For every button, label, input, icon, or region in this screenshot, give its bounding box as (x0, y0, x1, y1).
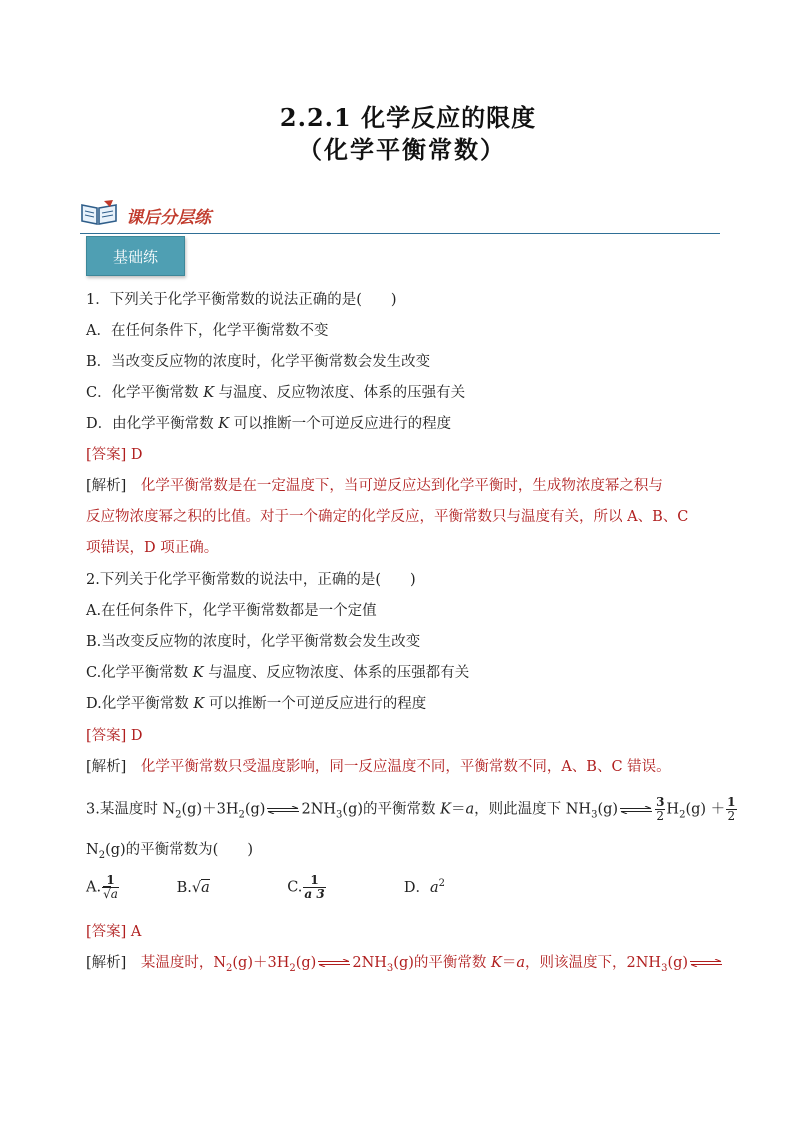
q3-answer: [答案] A (86, 924, 142, 940)
equilibrium-arrow-icon (317, 959, 351, 967)
q2-option-a: A.在任何条件下，化学平衡常数都是一个定值 (86, 603, 377, 619)
q1-option-d: D．由化学平衡常数 K 可以推断一个可逆反应进行的程度 (86, 416, 452, 432)
q1-analysis-2: 反应物浓度幂之积的比值。对于一个确定的化学反应，平衡常数只与温度有关，所以 A、B、C (86, 509, 689, 525)
q3-option-d: D．$a^2$ (403, 878, 445, 896)
q2-option-b: B.当改变反应物的浓度时，化学平衡常数会发生改变 (86, 634, 421, 650)
q1-stem: 1．下列关于化学平衡常数的说法正确的是( ) (86, 292, 397, 308)
page-subtitle: （化学平衡常数） (298, 135, 506, 164)
fraction-one-half: $\frac{1}{2}$ (727, 795, 736, 823)
q2-option-d: D.化学平衡常数 K 可以推断一个可逆反应进行的程度 (86, 696, 427, 712)
q1-analysis-1: [解析] 化学平衡常数是在一定温度下，当可逆反应达到化学平衡时，生成物浓度幂之积与 (86, 478, 663, 494)
q3-option-b: B.√a (176, 879, 210, 896)
section-label: 课后分层练 (126, 207, 211, 228)
q1-option-b: B．当改变反应物的浓度时，化学平衡常数会发生改变 (86, 354, 431, 370)
level-badge: 基础练 (86, 236, 185, 276)
equilibrium-arrow-icon (619, 806, 653, 814)
q3-analysis: [解析] 某温度时，$N_2(g)+3H_2(g)$ $2NH_3(g)$的平衡常数 K＝a，则该温度下，$2NH_3(g)$ (86, 953, 724, 979)
page-title: 2.2.1 化学反应的限度 (279, 103, 537, 132)
q1-option-c: C．化学平衡常数 K 与温度、反应物浓度、体系的压强有关 (86, 385, 466, 401)
q1-analysis-3: 项错误，D 项正确。 (86, 540, 219, 556)
q2-answer: [答案] D (86, 728, 143, 744)
equilibrium-arrow-icon (266, 806, 300, 814)
section-divider (80, 233, 720, 234)
fraction-three-halves: $\frac{3}{2}$ (656, 795, 665, 823)
q3-option-a: A. $\frac{1}{√a}$ (86, 873, 118, 902)
book-icon (80, 199, 118, 231)
q3-stem: 3.某温度时 $N_2(g)+3H_2(g)$ $2NH_3(g)$的平衡常数 K＝a，则此温度下 $NH_3(g)$ $\frac{3}{2}$ $H_2(g)$ ＋ $\frac{1}{2}$ (86, 795, 736, 823)
q3-stem-cont: $N_2(g)$的平衡常数为( ) (86, 842, 253, 861)
q2-analysis: [解析] 化学平衡常数只受温度影响，同一反应温度不同，平衡常数不同，A、B、C 错误。 (86, 759, 671, 775)
q3-option-c: C. $\frac{1}{a 3}$ (287, 873, 325, 902)
q2-stem: 2.下列关于化学平衡常数的说法中，正确的是( ) (86, 572, 416, 588)
q3-options (86, 874, 445, 901)
q1-option-a: A．在任何条件下，化学平衡常数不变 (86, 323, 329, 339)
q1-answer: [答案] D (86, 447, 143, 463)
section-header (80, 200, 211, 230)
equilibrium-arrow-icon (689, 959, 723, 967)
q2-option-c: C.化学平衡常数 K 与温度、反应物浓度、体系的压强都有关 (86, 665, 470, 681)
